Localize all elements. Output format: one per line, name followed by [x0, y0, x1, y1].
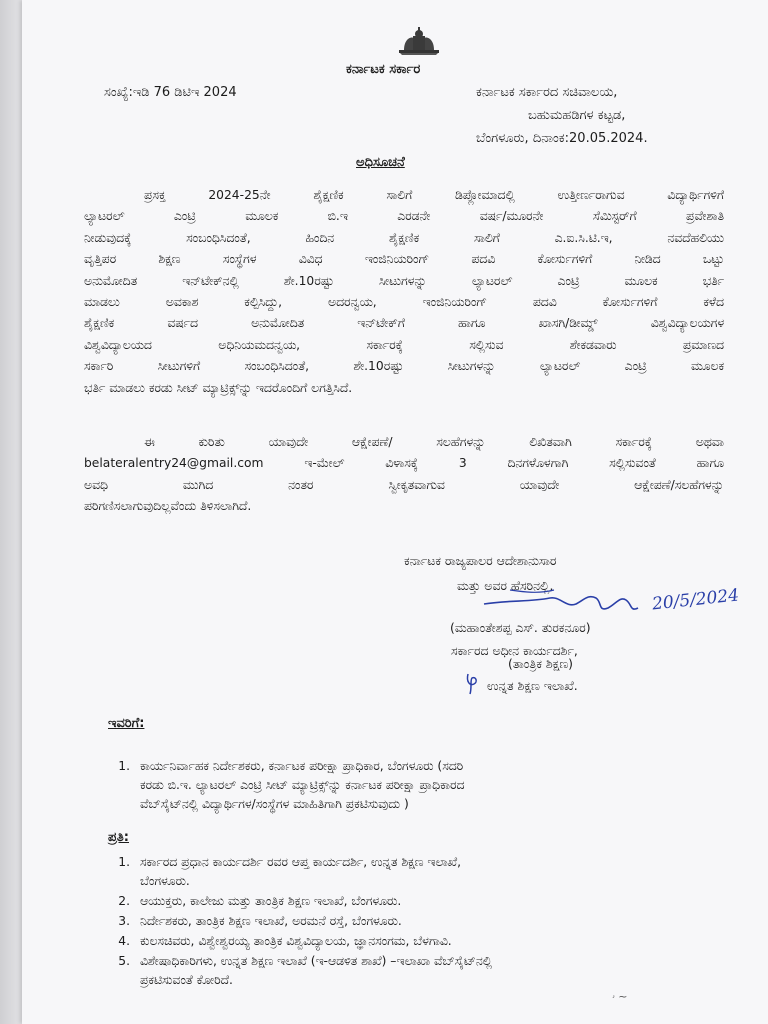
scan-left-edge: [0, 0, 22, 1024]
list-item: ಬೆಂಗಳೂರು.: [140, 874, 190, 888]
office-address-line-2: ಬಹುಮಹಡಿಗಳ ಕಟ್ಟಡ,: [528, 108, 626, 123]
governor-order-line: ಕರ್ನಾಟಕ ರಾಜ್ಯಪಾಲರ ಆದೇಶಾನುಸಾರ: [404, 553, 557, 568]
list-item: ಕಾರ್ಯನಿರ್ವಾಹಕ ನಿರ್ದೇಶಕರು, ಕರ್ನಾಟಕ ಪರೀಕ್ಷಾ ಪ್ರಾಧಿಕಾರ, ಬೆಂಗಳೂರು (ಸದರಿ: [140, 759, 464, 773]
list-item-number: 3.: [118, 914, 130, 928]
to-list: [112, 757, 732, 817]
paragraph-2-line: belateralentry24@gmail.com ಇ-ಮೇಲ್ ವಿಳಾಸಕ್ಕೆ 3 ದಿನಗಳೊಳಗಾಗಿ ಸಲ್ಲಿಸುವಂತೆ ಹಾಗೂ: [84, 456, 724, 471]
list-item-number: 1.: [118, 855, 130, 869]
list-item-number: 2.: [118, 894, 130, 908]
office-address-line-1: ಕರ್ನಾಟಕ ಸರ್ಕಾರದ ಸಚಿವಾಲಯ,: [476, 85, 618, 100]
handwritten-date: 20/5/2024: [651, 585, 740, 615]
to-heading: ಇವರಿಗೆ:: [108, 716, 145, 731]
list-item-number: 5.: [118, 954, 130, 968]
paragraph-1-line: ಸರ್ಕಾರಿ ಸೀಟುಗಳಿಗೆ ಸಂಬಂಧಿಸಿದಂತೆ, ಶೇ.10ರಷ್ಟು ಸೀಟುಗಳನ್ನು ಲ್ಯಾಟರಲ್ ಎಂಟ್ರಿ ಮೂಲಕ: [84, 359, 724, 374]
paragraph-1-line: ಅನುಮೋದಿತ ಇನ್‌ಟೇಕ್‌ನಲ್ಲಿ ಶೇ.10ರಷ್ಟು ಸೀಟುಗಳನ್ನು ಲ್ಯಾಟರಲ್ ಎಂಟ್ರಿ ಮೂಲಕ ಭರ್ತಿ: [84, 273, 724, 288]
signatory-designation-2: (ತಾಂತ್ರಿಕ ಶಿಕ್ಷಣ): [508, 656, 573, 671]
list-item: ಕರಡು ಬಿ.ಇ. ಲ್ಯಾಟರಲ್ ಎಂಟ್ರಿ ಸೀಟ್ ಮ್ಯಾಟ್ರಿಕ್ಸ್‌ನ್ನು ಕರ್ನಾಟಕ ಪರೀಕ್ಷಾ ಪ್ರಾಧಿಕಾರದ: [140, 778, 465, 792]
notification-title: ಅಧಿಸೂಚನೆ: [356, 155, 405, 170]
notification-paragraph-2: [84, 432, 724, 518]
notification-paragraph-1: [84, 185, 724, 399]
paragraph-1-line: ಮಾಡಲು ಅವಕಾಶ ಕಲ್ಪಿಸಿದ್ದು, ಅದರನ್ವಯ, ಇಂಜಿನಿಯರಿಂಗ್ ಪದವಿ ಕೋರ್ಸುಗಳಿಗೆ ಕಳೆದ: [84, 295, 724, 310]
copy-heading: ಪ್ರತಿ:: [108, 830, 129, 845]
paragraph-1-line: ಶೈಕ್ಷಣಿಕ ವರ್ಷದ ಅನುಮೋದಿತ ಇನ್‌ಟೇಕ್‌ಗೆ ಹಾಗೂ ಖಾಸಗಿ/ಡೀಮ್ಡ್ ವಿಶ್ವವಿದ್ಯಾಲಯಗಳ: [84, 316, 724, 331]
paragraph-2-line: ಪರಿಗಣಿಸಲಾಗುವುದಿಲ್ಲವೆಂದು ತಿಳಿಸಲಾಗಿದೆ.: [84, 499, 252, 514]
list-item: ಸರ್ಕಾರದ ಪ್ರಧಾನ ಕಾರ್ಯದರ್ಶಿ ರವರ ಆಪ್ತ ಕಾರ್ಯದರ್ಶಿ, ಉನ್ನತ ಶಿಕ್ಷಣ ಇಲಾಖೆ,: [140, 855, 462, 869]
paragraph-1-line: ಭರ್ತಿ ಮಾಡಲು ಕರಡು ಸೀಟ್ ಮ್ಯಾಟ್ರಿಕ್ಸ್‌ನ್ನು ಇದರೊಂದಿಗೆ ಲಗತ್ತಿಸಿದೆ.: [84, 380, 353, 395]
list-item: ಆಯುಕ್ತರು, ಕಾಲೇಜು ಮತ್ತು ತಾಂತ್ರಿಕ ಶಿಕ್ಷಣ ಇಲಾಖೆ, ಬೆಂಗಳೂರು.: [140, 894, 402, 908]
list-item-number: 4.: [118, 934, 130, 948]
reference-number: ಸಂಖ್ಯೆ:ಇಡಿ 76 ಡಿಟಿಇ 2024: [104, 85, 237, 100]
office-address-date: ಬೆಂಗಳೂರು, ದಿನಾಂಕ:20.05.2024.: [476, 131, 648, 146]
on-behalf-line: ಮತ್ತು ಅವರ ಹೆಸರಿನಲ್ಲಿ,: [457, 578, 554, 593]
signatory-department: ಉನ್ನತ ಶಿಕ್ಷಣ ಇಲಾಖೆ.: [487, 678, 578, 693]
paragraph-2-line: ಅವಧಿ ಮುಗಿದ ನಂತರ ಸ್ವೀಕೃತವಾಗುವ ಯಾವುದೇ ಆಕ್ಷೇಪಣೆ/ಸಲಹೆಗಳನ್ನು: [84, 477, 724, 492]
signatory-name: (ಮಹಾಂತೇಶಪ್ಪ ಎಸ್. ತುರಕನೂರ): [450, 620, 591, 635]
list-item: ನಿರ್ದೇಶಕರು, ತಾಂತ್ರಿಕ ಶಿಕ್ಷಣ ಇಲಾಖೆ, ಅರಮನೆ ರಸ್ತೆ, ಬೆಂಗಳೂರು.: [140, 914, 402, 928]
list-item: ಕುಲಸಚಿವರು, ವಿಶ್ವೇಶ್ವರಯ್ಯ ತಾಂತ್ರಿಕ ವಿಶ್ವವಿದ್ಯಾಲಯ, ಜ್ಞಾನಸಂಗಮ, ಬೆಳಗಾವಿ.: [140, 934, 452, 948]
copy-list: [112, 853, 732, 993]
paragraph-1-line: ಪ್ರಸಕ್ತ 2024-25ನೇ ಶೈಕ್ಷಣಿಕ ಸಾಲಿಗೆ ಡಿಪ್ಲೋಮಾದಲ್ಲಿ ಉತ್ತೀರ್ಣರಾಗುವ ವಿದ್ಯಾರ್ಥಿಗಳಿಗೆ: [144, 188, 724, 202]
paragraph-1-line: ವೃತ್ತಿಪರ ಶಿಕ್ಷಣ ಸಂಸ್ಥೆಗಳ ವಿವಿಧ ಇಂಜಿನಿಯರಿಂಗ್ ಪದವಿ ಕೋರ್ಸುಗಳಿಗೆ ನೀಡಿದ ಒಟ್ಟು: [84, 252, 724, 267]
page-footer-mark: ۥ ~: [612, 990, 628, 1003]
paragraph-1-line: ಲ್ಯಾಟರಲ್ ಎಂಟ್ರಿ ಮೂಲಕ ಬಿ.ಇ ಎರಡನೇ ವರ್ಷ/ಮೂರನೇ ಸೆಮಿಸ್ಟರ್‌ಗೆ ಪ್ರವೇಶಾತಿ: [84, 209, 724, 224]
government-title: ಕರ್ನಾಟಕ ಸರ್ಕಾರ: [346, 62, 421, 77]
list-item: ಪ್ರಕಟಿಸುವಂತೆ ಕೋರಿದೆ.: [140, 973, 233, 987]
list-item: ವಿಶೇಷಾಧಿಕಾರಿಗಳು, ಉನ್ನತ ಶಿಕ್ಷಣ ಇಲಾಖೆ (ಇ-ಆಡಳಿತ ಶಾಖೆ) –ಇಲಾಖಾ ವೆಬ್‌ಸೈಟ್‌ನಲ್ಲಿ: [140, 954, 492, 968]
paragraph-1-line: ನೀಡುವುದಕ್ಕೆ ಸಂಬಂಧಿಸಿದಂತೆ, ಹಿಂದಿನ ಶೈಕ್ಷಣಿಕ ಸಾಲಿಗೆ ಎ.ಐ.ಸಿ.ಟಿ.ಇ, ನವದೆಹಲಿಯು: [84, 230, 724, 245]
signatory-designation: ಸರ್ಕಾರದ ಅಧೀನ ಕಾರ್ಯದರ್ಶಿ,: [451, 643, 578, 658]
paragraph-1-line: ವಿಶ್ವವಿದ್ಯಾಲಯದ ಅಧಿನಿಯಮದನ್ವಯ, ಸರ್ಕಾರಕ್ಕೆ ಸಲ್ಲಿಸುವ ಶೇಕಡವಾರು ಪ್ರಮಾಣದ: [84, 337, 724, 352]
initial-mark-icon: [464, 672, 482, 696]
state-emblem-icon: [396, 26, 442, 56]
list-item-number: 1.: [118, 759, 130, 773]
paragraph-2-line: ಈ ಕುರಿತು ಯಾವುದೇ ಆಕ್ಷೇಪಣೆ/ ಸಲಹೆಗಳನ್ನು ಲಿಖಿತವಾಗಿ ಸರ್ಕಾರಕ್ಕೆ ಅಥವಾ: [144, 435, 724, 449]
list-item: ವೆಬ್‌ಸೈಟ್‌ನಲ್ಲಿ ವಿದ್ಯಾರ್ಥಿಗಳ/ಸಂಸ್ಥೆಗಳ ಮಾಹಿತಿಗಾಗಿ ಪ್ರಕಟಿಸುವುದು ): [140, 797, 409, 811]
